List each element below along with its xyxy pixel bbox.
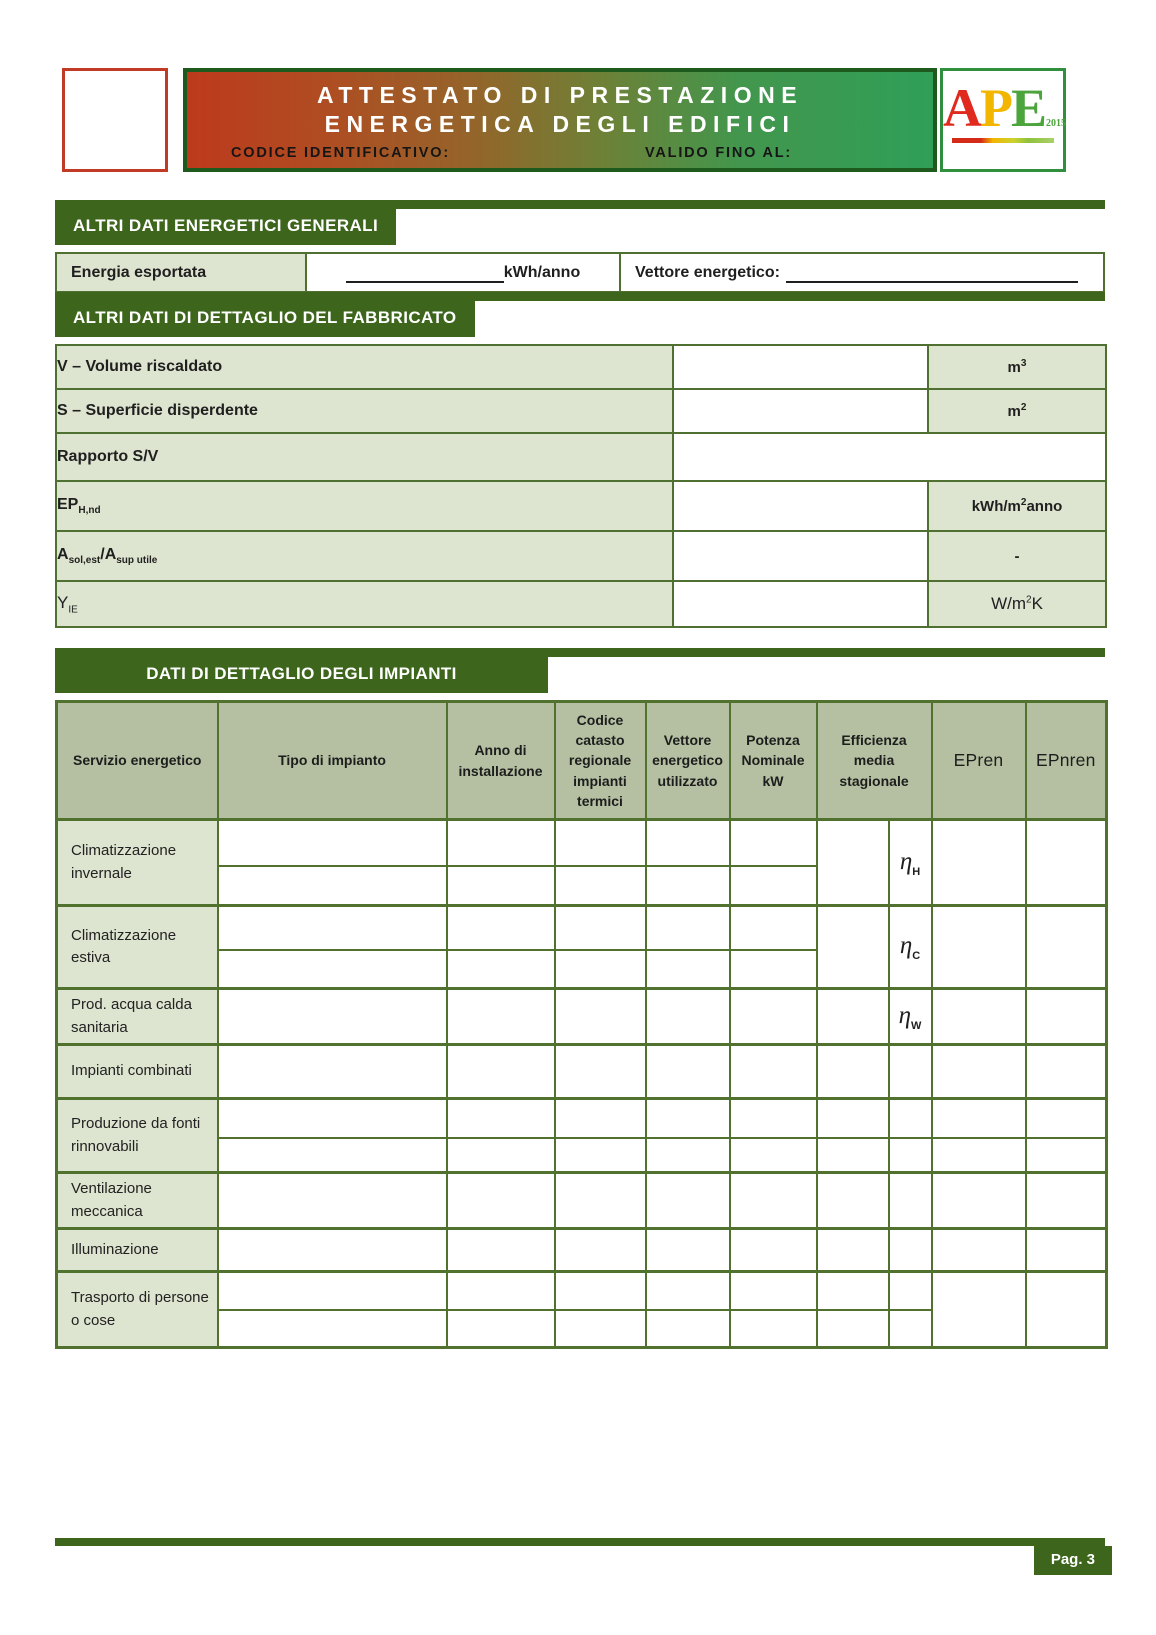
- input-cell[interactable]: [218, 1272, 447, 1310]
- input-cell[interactable]: [555, 1272, 646, 1310]
- input-cell[interactable]: [646, 1099, 730, 1138]
- superficie-disperdente-label: S – Superficie disperdente: [56, 389, 673, 433]
- input-cell[interactable]: [447, 1099, 555, 1138]
- col-vettore-energetico: Vettore energetico utilizzato: [646, 702, 730, 820]
- col-codice-catasto: Codice catasto regionale impianti termici: [555, 702, 646, 820]
- rapporto-sv-value-cell[interactable]: [673, 433, 1106, 481]
- table-row-asol-asup: [56, 531, 1106, 581]
- input-cell[interactable]: [646, 906, 730, 950]
- input-cell[interactable]: [555, 950, 646, 989]
- input-cell[interactable]: [447, 1272, 555, 1310]
- input-cell[interactable]: [889, 1173, 932, 1229]
- input-cell[interactable]: [218, 1045, 447, 1099]
- input-cell[interactable]: [447, 1310, 555, 1348]
- input-cell[interactable]: [1026, 989, 1107, 1045]
- input-cell[interactable]: [932, 1229, 1026, 1272]
- input-cell[interactable]: [1026, 1173, 1107, 1229]
- section-strip: [55, 200, 1105, 209]
- page-footer: [55, 1538, 1112, 1568]
- eta-c-label: $\eta_C$: [889, 906, 932, 989]
- input-cell[interactable]: [817, 820, 889, 906]
- volume-riscaldato-label: V – Volume riscaldato: [56, 345, 673, 389]
- input-cell[interactable]: [730, 1272, 817, 1310]
- input-cell[interactable]: [730, 950, 817, 989]
- row-prod-acqua-calda: [57, 989, 1107, 1045]
- input-cell[interactable]: [555, 820, 646, 866]
- input-cell[interactable]: [555, 1099, 646, 1138]
- input-cell[interactable]: [730, 1310, 817, 1348]
- service-illuminazione: Illuminazione: [57, 1229, 218, 1272]
- col-epnren: EPnren: [1026, 702, 1107, 820]
- input-cell[interactable]: [218, 950, 447, 989]
- section-title-fabbricato: ALTRI DATI DI DETTAGLIO DEL FABBRICATO: [55, 301, 475, 337]
- section-dettaglio-fabbricato: [55, 292, 1105, 628]
- input-cell[interactable]: [555, 866, 646, 906]
- input-cell[interactable]: [646, 1272, 730, 1310]
- input-cell[interactable]: [1026, 1272, 1107, 1348]
- input-cell[interactable]: [646, 950, 730, 989]
- input-cell[interactable]: [932, 1173, 1026, 1229]
- rapporto-sv-label: Rapporto S/V: [56, 433, 673, 481]
- input-cell[interactable]: [646, 1173, 730, 1229]
- superficie-value-cell[interactable]: [673, 389, 928, 433]
- row-illuminazione: [57, 1229, 1107, 1272]
- valido-fino-al-label: VALIDO FINO AL:: [645, 145, 793, 161]
- row-impianti-combinati: [57, 1045, 1107, 1099]
- impianti-table: [55, 700, 1108, 1349]
- page-number-badge: Pag. 3: [1034, 1546, 1112, 1575]
- input-cell[interactable]: [447, 1229, 555, 1272]
- input-cell[interactable]: [817, 1045, 889, 1099]
- fabbricato-table: [55, 344, 1107, 628]
- eta-h-label: $\eta_H$: [889, 820, 932, 906]
- service-trasporto: Trasporto di persone o cose: [57, 1272, 218, 1348]
- section-altri-dati-energetici: [55, 200, 1105, 293]
- input-cell[interactable]: [730, 1045, 817, 1099]
- ep-hnd-label: $EP_{H,nd}$: [56, 481, 673, 531]
- input-cell[interactable]: [730, 906, 817, 950]
- col-tipo-impianto: Tipo di impianto: [218, 702, 447, 820]
- energia-esportata-value-cell[interactable]: [307, 254, 621, 291]
- kwh-anno-unit: kWh/anno: [503, 263, 581, 281]
- asol-asup-label: $A_{sol,est}/A_{sup utile}$: [56, 531, 673, 581]
- input-cell[interactable]: [932, 1045, 1026, 1099]
- row-produzione-rinnovabili-1: [57, 1099, 1107, 1138]
- yie-value-cell[interactable]: [673, 581, 928, 627]
- input-cell[interactable]: [218, 906, 447, 950]
- col-potenza-nominale: Potenza Nominale kW: [730, 702, 817, 820]
- input-cell[interactable]: [1026, 1099, 1107, 1138]
- section-strip: [55, 648, 1105, 657]
- energia-esportata-row: [55, 252, 1105, 293]
- input-cell[interactable]: [555, 1229, 646, 1272]
- input-cell[interactable]: [1026, 1138, 1107, 1173]
- vettore-energetico-label: Vettore energetico:: [635, 263, 780, 281]
- input-cell[interactable]: [817, 1138, 889, 1173]
- photo-placeholder-box: [62, 68, 168, 172]
- energia-esportata-blank-field[interactable]: [346, 263, 504, 283]
- ape-logo-letter-p: P: [980, 78, 1011, 138]
- input-cell[interactable]: [555, 1045, 646, 1099]
- yie-unit: $W/m^2K$: [928, 581, 1106, 627]
- input-cell[interactable]: [932, 820, 1026, 906]
- section-title-energetici: ALTRI DATI ENERGETICI GENERALI: [55, 209, 396, 245]
- ep-hnd-unit: kWh/$m^2anno$: [928, 481, 1106, 531]
- table-row-ep-hnd: [56, 481, 1106, 531]
- service-ventilazione-meccanica: Ventilazione meccanica: [57, 1173, 218, 1229]
- input-cell[interactable]: [646, 866, 730, 906]
- input-cell[interactable]: [730, 866, 817, 906]
- input-cell[interactable]: [218, 866, 447, 906]
- yie-label: $Y_{IE}$: [56, 581, 673, 627]
- input-cell[interactable]: [932, 906, 1026, 989]
- input-cell[interactable]: [1026, 1045, 1107, 1099]
- input-cell[interactable]: [447, 950, 555, 989]
- input-cell[interactable]: [646, 1045, 730, 1099]
- input-cell[interactable]: [1026, 820, 1107, 906]
- section-strip: [55, 292, 1105, 301]
- input-cell[interactable]: [889, 1045, 932, 1099]
- superficie-unit: $m^2$: [928, 389, 1106, 433]
- document-title-line1: ATTESTATO DI PRESTAZIONE: [316, 82, 804, 108]
- codice-identificativo-label: CODICE IDENTIFICATIVO:: [231, 145, 450, 161]
- row-trasporto-1: [57, 1272, 1107, 1310]
- eta-w-label: $\eta_W$: [889, 989, 932, 1045]
- ape-logo-gradient-bar: [952, 138, 1054, 143]
- section-dettaglio-impianti: [55, 648, 1105, 1349]
- input-cell[interactable]: [932, 1099, 1026, 1138]
- vettore-energetico-cell[interactable]: [621, 254, 1103, 291]
- input-cell[interactable]: [646, 820, 730, 866]
- input-cell[interactable]: [555, 1138, 646, 1173]
- col-epren: EPren: [932, 702, 1026, 820]
- input-cell[interactable]: [218, 1138, 447, 1173]
- document-title-line2: ENERGETICA DEGLI EDIFICI: [324, 110, 796, 137]
- volume-unit: $m^3$: [928, 345, 1106, 389]
- asol-asup-unit: -: [928, 531, 1106, 581]
- col-servizio-energetico: Servizio energetico: [57, 702, 218, 820]
- ape-logo-letter-a: A: [943, 78, 980, 138]
- input-cell[interactable]: [447, 1138, 555, 1173]
- document-title: [187, 81, 933, 139]
- input-cell[interactable]: [447, 1045, 555, 1099]
- input-cell[interactable]: [889, 1099, 932, 1138]
- input-cell[interactable]: [555, 906, 646, 950]
- input-cell[interactable]: [447, 1173, 555, 1229]
- input-cell[interactable]: [218, 1229, 447, 1272]
- impianti-header-row: [57, 702, 1107, 820]
- asol-asup-value-cell[interactable]: [673, 531, 928, 581]
- input-cell[interactable]: [889, 1229, 932, 1272]
- input-cell[interactable]: [817, 989, 889, 1045]
- input-cell[interactable]: [730, 989, 817, 1045]
- input-cell[interactable]: [817, 1310, 889, 1348]
- input-cell[interactable]: [447, 989, 555, 1045]
- vettore-energetico-blank-field[interactable]: [786, 263, 1078, 283]
- input-cell[interactable]: [889, 1138, 932, 1173]
- service-climatizzazione-estiva: Climatizzazione estiva: [57, 906, 218, 989]
- input-cell[interactable]: [646, 989, 730, 1045]
- input-cell[interactable]: [730, 820, 817, 866]
- section-title-impianti: DATI DI DETTAGLIO DEGLI IMPIANTI: [55, 657, 548, 693]
- ape-logo-letter-e: E: [1011, 78, 1046, 138]
- col-anno-installazione: Anno di installazione: [447, 702, 555, 820]
- input-cell[interactable]: [889, 1272, 932, 1310]
- table-row-yie: [56, 581, 1106, 627]
- service-impianti-combinati: Impianti combinati: [57, 1045, 218, 1099]
- input-cell[interactable]: [730, 1229, 817, 1272]
- title-banner: [183, 68, 937, 172]
- input-cell[interactable]: [932, 1138, 1026, 1173]
- input-cell[interactable]: [218, 820, 447, 866]
- input-cell[interactable]: [730, 1099, 817, 1138]
- table-row-volume: [56, 345, 1106, 389]
- input-cell[interactable]: [932, 1272, 1026, 1348]
- input-cell[interactable]: [646, 1310, 730, 1348]
- input-cell[interactable]: [817, 1229, 889, 1272]
- input-cell[interactable]: [932, 989, 1026, 1045]
- input-cell[interactable]: [646, 1229, 730, 1272]
- input-cell[interactable]: [447, 866, 555, 906]
- input-cell[interactable]: [730, 1138, 817, 1173]
- footer-strip: [55, 1538, 1105, 1546]
- input-cell[interactable]: [218, 1173, 447, 1229]
- col-efficienza-media: Efficienza media stagionale: [817, 702, 932, 820]
- service-climatizzazione-invernale: Climatizzazione invernale: [57, 820, 218, 906]
- input-cell[interactable]: [817, 1173, 889, 1229]
- input-cell[interactable]: [555, 989, 646, 1045]
- input-cell[interactable]: [555, 1173, 646, 1229]
- ep-hnd-value-cell[interactable]: [673, 481, 928, 531]
- row-ventilazione-meccanica: [57, 1173, 1107, 1229]
- table-row-superficie: [56, 389, 1106, 433]
- input-cell[interactable]: [817, 1272, 889, 1310]
- row-climatizzazione-estiva-1: [57, 906, 1107, 950]
- input-cell[interactable]: [817, 906, 889, 989]
- input-cell[interactable]: [889, 1310, 932, 1348]
- table-row-rapporto-sv: [56, 433, 1106, 481]
- input-cell[interactable]: [218, 1310, 447, 1348]
- input-cell[interactable]: [1026, 906, 1107, 989]
- energia-esportata-label: Energia esportata: [57, 254, 307, 291]
- input-cell[interactable]: [447, 906, 555, 950]
- input-cell[interactable]: [218, 1099, 447, 1138]
- ape-logo-letters: [943, 78, 1067, 138]
- service-prod-acqua-calda: Prod. acqua calda sanitaria: [57, 989, 218, 1045]
- input-cell[interactable]: [447, 820, 555, 866]
- ape-logo: [940, 68, 1066, 172]
- input-cell[interactable]: [817, 1099, 889, 1138]
- input-cell[interactable]: [1026, 1229, 1107, 1272]
- input-cell[interactable]: [730, 1173, 817, 1229]
- volume-riscaldato-value-cell[interactable]: [673, 345, 928, 389]
- input-cell[interactable]: [555, 1310, 646, 1348]
- input-cell[interactable]: [646, 1138, 730, 1173]
- input-cell[interactable]: [218, 989, 447, 1045]
- row-climatizzazione-invernale-1: [57, 820, 1107, 866]
- service-produzione-rinnovabili: Produzione da fonti rinnovabili: [57, 1099, 218, 1173]
- ape-logo-year: 2015: [1046, 118, 1067, 129]
